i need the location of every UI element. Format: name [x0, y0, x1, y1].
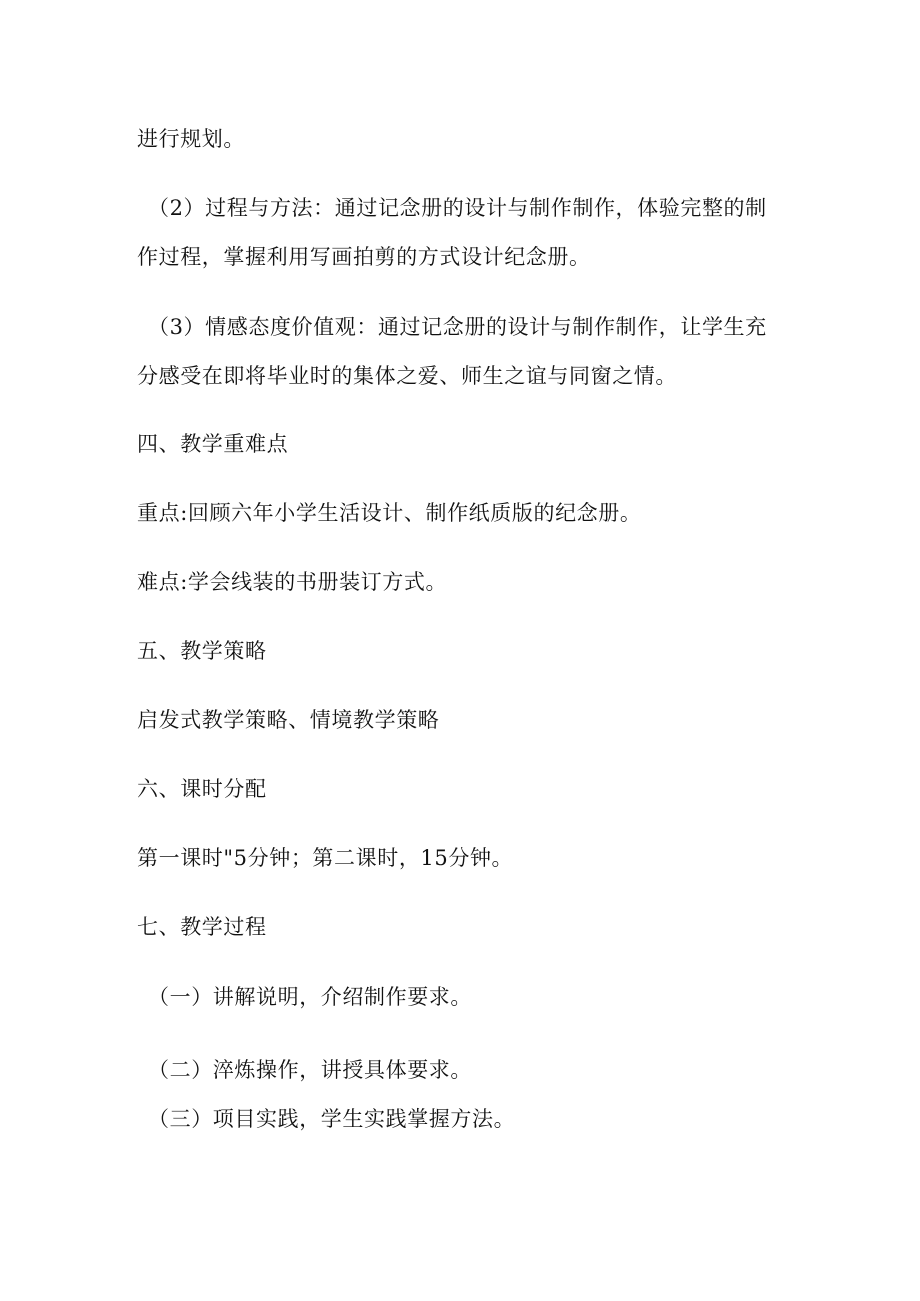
list-item-step-1: （一）讲解说明，介绍制作要求。	[148, 985, 472, 1009]
text-line-continuation: 进行规划。	[137, 127, 245, 151]
text-line-emotion-values: （3）情感态度价值观：通过记念册的设计与制作制作，让学生充	[148, 315, 767, 339]
text-line-difficult-point: 难点:学会线装的书册装订方式。	[137, 570, 448, 594]
text-line-emotion-values-cont: 分感受在即将毕业时的集体之爱、师生之谊与同窗之情。	[137, 364, 677, 388]
text-line-key-point: 重点:回顾六年小学生活设计、制作纸质版的纪念册。	[137, 501, 642, 525]
list-item-step-3: （三）项目实践，学生实践掌握方法。	[148, 1107, 516, 1131]
section-heading-class-hours: 六、课时分配	[137, 777, 267, 801]
text-line-process-method-cont: 作过程，掌握利用写画拍剪的方式设计纪念册。	[137, 245, 591, 269]
text-line-class-hours: 第一课时"5分钟；第二课时，15分钟。	[137, 846, 514, 870]
section-heading-strategy: 五、教学策略	[137, 639, 267, 663]
text-line-strategy: 启发式教学策略、情境教学策略	[137, 708, 440, 732]
section-heading-key-points: 四、教学重难点	[137, 432, 289, 456]
list-item-step-2: （二）淬炼操作，讲授具体要求。	[148, 1058, 472, 1082]
section-heading-teaching-process: 七、教学过程	[137, 915, 267, 939]
text-line-process-method: （2）过程与方法：通过记念册的设计与制作制作，体验完整的制	[148, 196, 767, 220]
